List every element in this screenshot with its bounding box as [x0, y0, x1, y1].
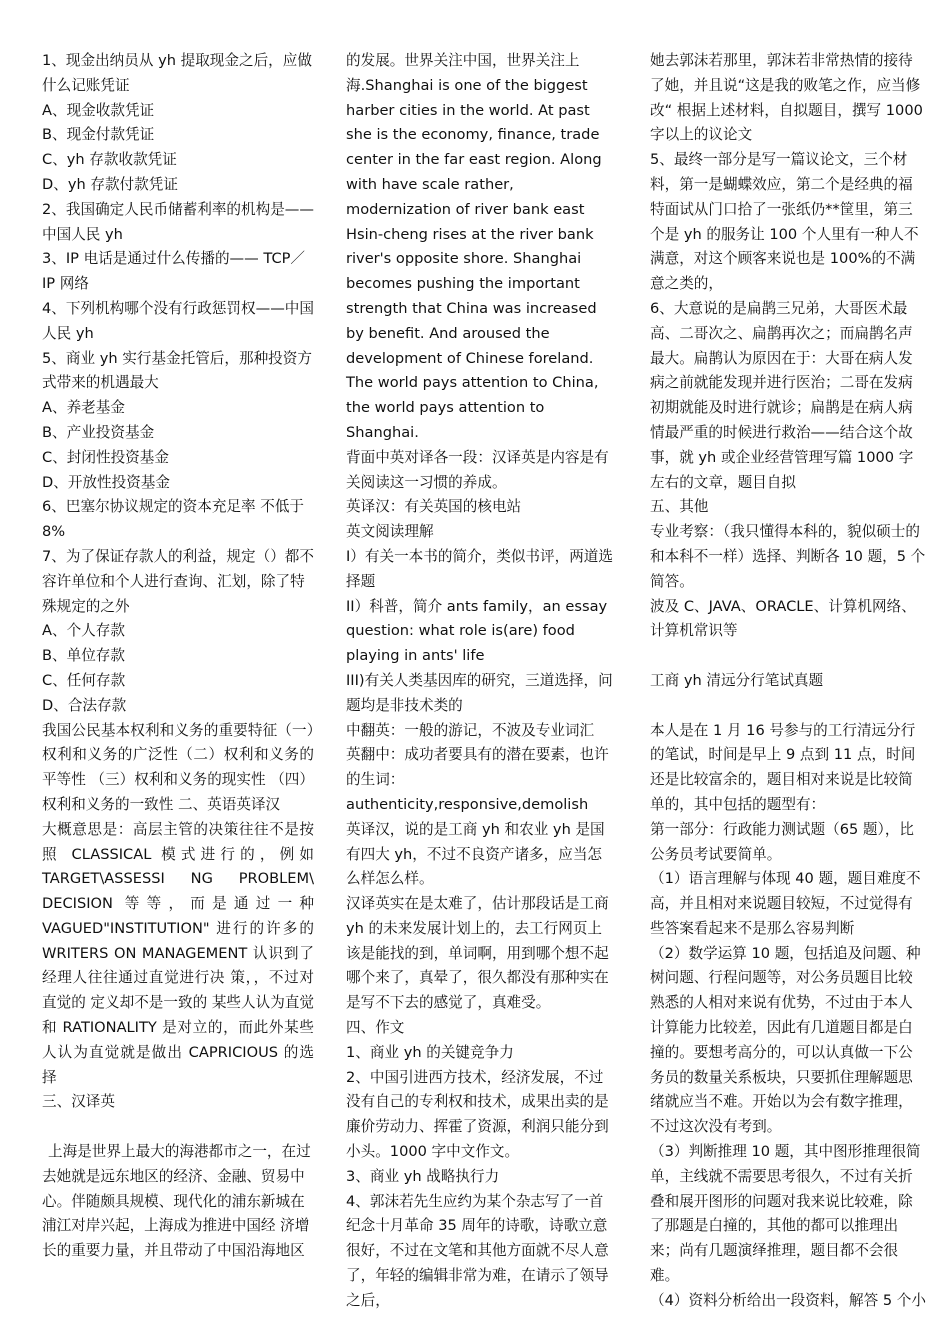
essay-topic-1: 1、商业 yh 的关键竞争力 — [346, 1043, 514, 1061]
paragraph: 汉译英实在是太难了，估计那段话是工商 yh 的未来发展计划上的，去工行网页上该是能找的到，单词啊，用到哪个想不起哪个来了，真晕了，很久都没有那种实在是写不下去的感觉了，真难受。 — [346, 895, 609, 1012]
list-item: （2）数学运算 10 题，包括追及问题、种树问题、行程问题等，对公务员题目比较熟悉的人相对来说有优势，不过由于本人计算能力比较差，因此有几道题目都是白撞的。要想考高分的，可以认真做一下公务员的数量关系板块，只要抓住理解题思绪就应当不难。开始以为会有数字推理，不过这次没有考到。 — [650, 944, 921, 1136]
option-d: D、合法存款 — [42, 696, 127, 714]
paragraph: 背面中英对译各一段：汉译英是内容是有关阅读这一习惯的养成。 — [346, 448, 609, 491]
list-item: （4）资料分析给出一段资料，解答 5 个小 — [650, 1291, 926, 1309]
paragraph: 中翻英：一般的游记，不波及专业词汇 — [346, 721, 595, 739]
option-c: C、yh 存款收款凭证 — [42, 151, 177, 169]
option-a: A、养老基金 — [42, 399, 125, 417]
spacer — [650, 644, 926, 669]
essay-topic-2: 2、中国引进西方技术，经济发展，不过没有自己的专利权和技术，成果出卖的是廉价劳动力、挥霍了资源，利润只能分到小头。1000 字中文作文。 — [346, 1068, 609, 1161]
option-c: C、封闭性投资基金 — [42, 448, 169, 466]
question-5: 5、商业 yh 实行基金托管后，那种投资方式带来的机遇最大 — [42, 349, 312, 392]
option-c: C、任何存款 — [42, 671, 126, 689]
section-heading-4: 四、作文 — [346, 1019, 405, 1037]
option-b: B、现金付款凭证 — [42, 126, 155, 144]
essay-topic-3: 3、商业 yh 战略执行力 — [346, 1167, 500, 1185]
option-d: D、开放性投资基金 — [42, 473, 170, 491]
text-column-right — [650, 49, 926, 1314]
paragraph: 英翻中：成功者要具有的潜在要素，也许的生词： — [346, 746, 609, 789]
essay-topic-5: 5、最终一部分是写一篇议论文，三个材料，第一是蝴蝶效应，第二个是经典的福特面试从门口拾了一张纸仍**筐里，第三个是 yh 的服务让 100 个人里有一种人不满意，对这个顾客来说也是 100%的不满意之类的， — [650, 151, 919, 293]
option-b: B、产业投资基金 — [42, 423, 155, 441]
paragraph: 专业考察：（我只懂得本科的，貌似硕士的和本科不一样）选择、判断各 10 题，5 个简答。 — [650, 523, 926, 590]
section-heading-5: 五、其他 — [650, 498, 709, 516]
shanghai-english-paragraph: 的发展。世界关注中国，世界关注上海.Shanghai is one of the biggest harber cities in the world. At past she is the economy, finance, trade center in the far east region. Along with have scale rather, modernization of river bank east Hsin-cheng rises at the river bank river's opposite shore. Shanghai becomes pushing the important strength that China was increased by benefit. And aroused the development of Chinese foreland. The world pays attention to China, the world pays attention to Shanghai. — [346, 52, 602, 441]
reading-item-2: II）科普，简介 ants family，an essay question: what role is(are) food playing in ants' life — [346, 597, 608, 665]
paragraph: 本人是在 1 月 16 号参与的工行清远分行的笔试，时间是早上 9 点到 11 点，时间还是比较富余的，题目相对来说是比较简单的，其中包括的题型有： — [650, 721, 916, 813]
question-6: 6、巴塞尔协议规定的资本充足率 不低于 8% — [42, 498, 305, 541]
question-3: 3、IP 电话是通过什么传播的—— TCP／IP 网络 — [42, 250, 306, 293]
option-a: A、现金收款凭证 — [42, 101, 155, 119]
reading-item-1: I）有关一本书的简介，类似书评，两道选择题 — [346, 547, 613, 590]
question-4: 4、下列机构哪个没有行政惩罚权——中国人民 yh — [42, 299, 314, 342]
paragraph: 波及 C、JAVA、ORACLE、计算机网络、计算机常识等 — [650, 597, 916, 640]
essay-topic-4: 4、郭沫若先生应约为某个杂志写了一首纪念十月革命 35 周年的诗歌，诗歌立意很好，不过在文笔和其他方面就不尽人意了，年轻的编辑非常为难，在请示了领导之后， — [346, 1192, 609, 1309]
text-column-left — [42, 49, 314, 1264]
vocabulary-line: authenticity,responsive,demolish — [346, 795, 589, 813]
paragraph: 英译汉，说的是工商 yh 和农业 yh 是国有四大 yh，不过不良资产诸多，应当怎么样怎么样。 — [346, 820, 605, 888]
section-heading-3: 三、汉译英 — [42, 1093, 115, 1111]
paragraph: 英文阅读理解 — [346, 523, 434, 541]
shanghai-chinese-paragraph: 上海是世界上最大的海港都市之一，在过去她就是远东地区的经济、金融、贸易中心。伴随颇具规模、现代化的浦东新城在浦江对岸兴起，上海成为推进中国经 济增长的重要力量，并且带动了中国沿海地区 — [42, 1143, 311, 1260]
question-7: 7、为了保证存款人的利益，规定（）都不容许单位和个人进行查询、汇划，除了特殊规定的之外 — [42, 547, 314, 615]
paragraph: 第一部分：行政能力测试题（65 题），比公务员考试要简单。 — [650, 820, 915, 863]
paragraph: 英译汉：有关英国的核电站 — [346, 498, 522, 516]
question-2: 2、我国确定人民币储蓄利率的机构是——中国人民 yh — [42, 200, 314, 243]
rights-paragraph: 我国公民基本权利和义务的重要特征（一）权利和义务的广泛性（二）权利和义务的平等性 （三）权利和义务的现实性 （四）权利和义务的一致性 二、英语英译汉 — [42, 721, 314, 813]
reading-item-3: III)有关人类基因库的研究，三道选择，问题均是非技术类的 — [346, 671, 613, 714]
option-d: D、yh 存款付款凭证 — [42, 175, 178, 193]
spacer — [650, 694, 926, 719]
spacer — [42, 1115, 314, 1140]
text-column-middle — [346, 49, 614, 1314]
question-1: 1、现金出纳员从 yh 提取现金之后，应做什么记账凭证 — [42, 52, 312, 94]
translation-summary-paragraph: 大概意思是：高层主管的决策往往不是按照 CLASSICAL 模式进行的，例如 TARGET\ASSESSI NG PROBLEM\ DECISION 等等，而是通过一种 VAGUED"INSTITUTION" 进行的许多的 WRITERS ON MANAGEMENT 认识到了经理人往往通过直觉进行决 策，，不过对直觉的 定义却不是一致的 某些人认为直觉和 RATIONALITY 是对立的，而此外某些人认为直觉就是做出 CAPRICIOUS 的选择 — [42, 820, 314, 1086]
list-item: （1）语言理解与体现 40 题，题目难度不高，并且相对来说题目较短，不过觉得有些答案看起来不是那么容易判断 — [650, 870, 921, 937]
option-b: B、单位存款 — [42, 647, 125, 665]
article-title: 工商 yh 清远分行笔试真题 — [650, 671, 824, 689]
list-item: （3）判断推理 10 题，其中图形推理很简单，主线就不需要思考很久，不过有关折叠和展开图形的问题对我来说比较难，除了那题是白撞的，其他的都可以推理出来；尚有几题演绎推理，题目都不会很难。 — [650, 1143, 921, 1285]
essay-topic-4-continued: 她去郭沫若那里，郭沫若非常热情的接待了她，并且说“这是我的败笔之作，应当修改“ 根据上述材料，自拟题目，撰写 1000 字以上的议论文 — [650, 52, 923, 144]
essay-topic-6: 6、大意说的是扁鹊三兄弟，大哥医术最高、二哥次之、扁鹊再次之；而扁鹊名声最大。扁鹊认为原因在于：大哥在病人发病之前就能发现并进行医治；二哥在发病初期就能及时进行就诊；扁鹊是在病人病情最严重的时候进行救治——结合这个故事，就 yh 或企业经营管理写篇 1000 字左右的文章，题目自拟 — [650, 299, 914, 491]
option-a: A、个人存款 — [42, 622, 125, 640]
